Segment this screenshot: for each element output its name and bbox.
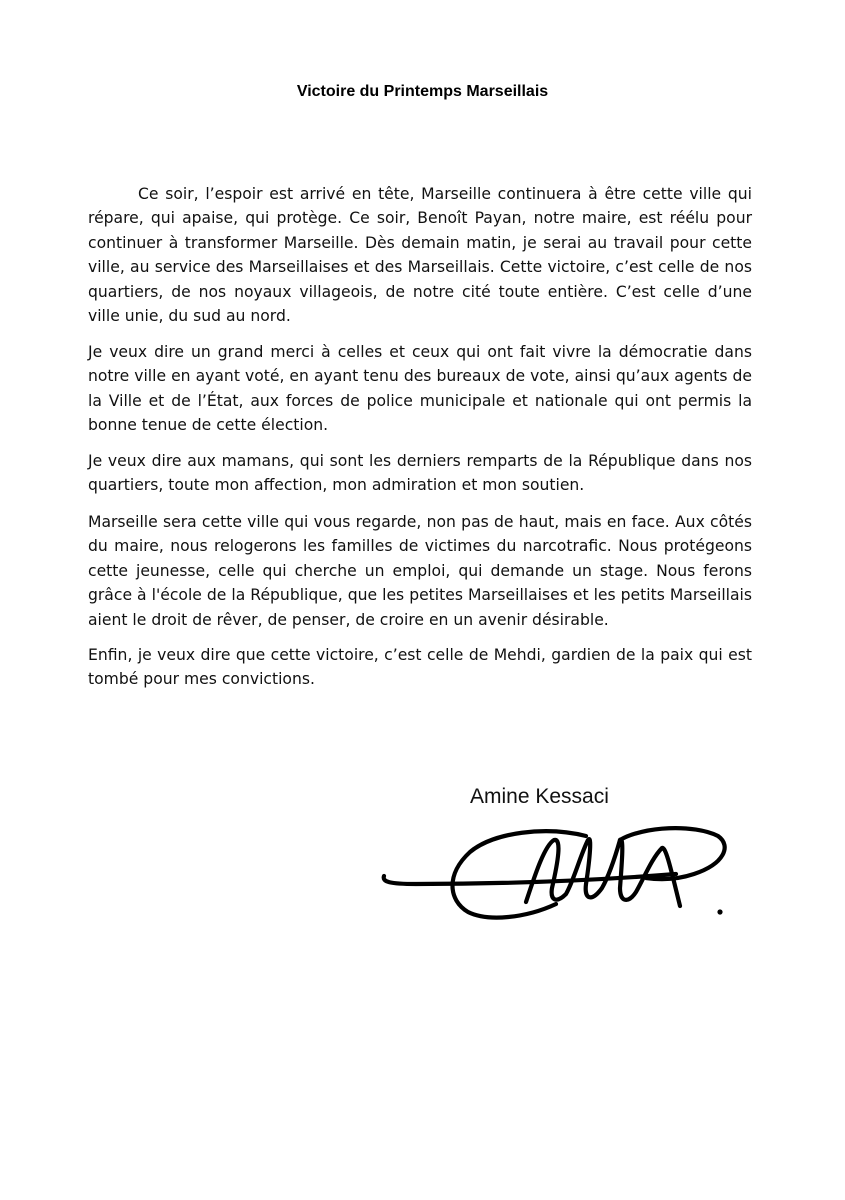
document-title: Victoire du Printemps Marseillais xyxy=(296,83,549,100)
paragraph-1: Ce soir, l’espoir est arrivé en tête, Marseille continuera à être cette ville qui répare, qui apaise, qui protège. Ce soir, Benoît Payan, notre maire, est réélu pour continuer à transformer Marseille. Dès demain matin, je serai au travail pour cette ville, au service des Marseillaises et des Marseillais. Cette victoire, c’est celle de nos quartiers, de nos noyaux villageois, de notre cité toute entière. C’est celle d’une ville unie, du sud au nord. xyxy=(88,185,752,326)
signature-icon xyxy=(376,818,736,930)
signer-name: Amine Kessaci xyxy=(470,785,609,808)
paragraph-2: Je veux dire un grand merci à celles et ceux qui ont fait vivre la démocratie dans notre ville en ayant voté, en ayant tenu des bureaux de vote, ainsi qu’aux agents de la Ville et de l’État, aux forces de police municipale et nationale qui ont permis la bonne tenue de cette élection. xyxy=(88,343,752,435)
paragraph-5: Enfin, je veux dire que cette victoire, c’est celle de Mehdi, gardien de la paix qui est tombé pour mes convictions. xyxy=(88,646,752,689)
paragraph-3: Je veux dire aux mamans, qui sont les derniers remparts de la République dans nos quartiers, toute mon affection, mon admiration et mon soutien. xyxy=(88,452,752,495)
paragraph-4: Marseille sera cette ville qui vous regarde, non pas de haut, mais en face. Aux côtés du maire, nous relogerons les familles de victimes du narcotrafic. Nous protégeons cette jeunesse, celle qui cherche un emploi, qui demande un stage. Nous ferons grâce à l'école de la République, que les petites Marseillaises et les petits Marseillais aient le droit de rêver, de penser, de croire en un avenir désirable. xyxy=(88,513,752,629)
